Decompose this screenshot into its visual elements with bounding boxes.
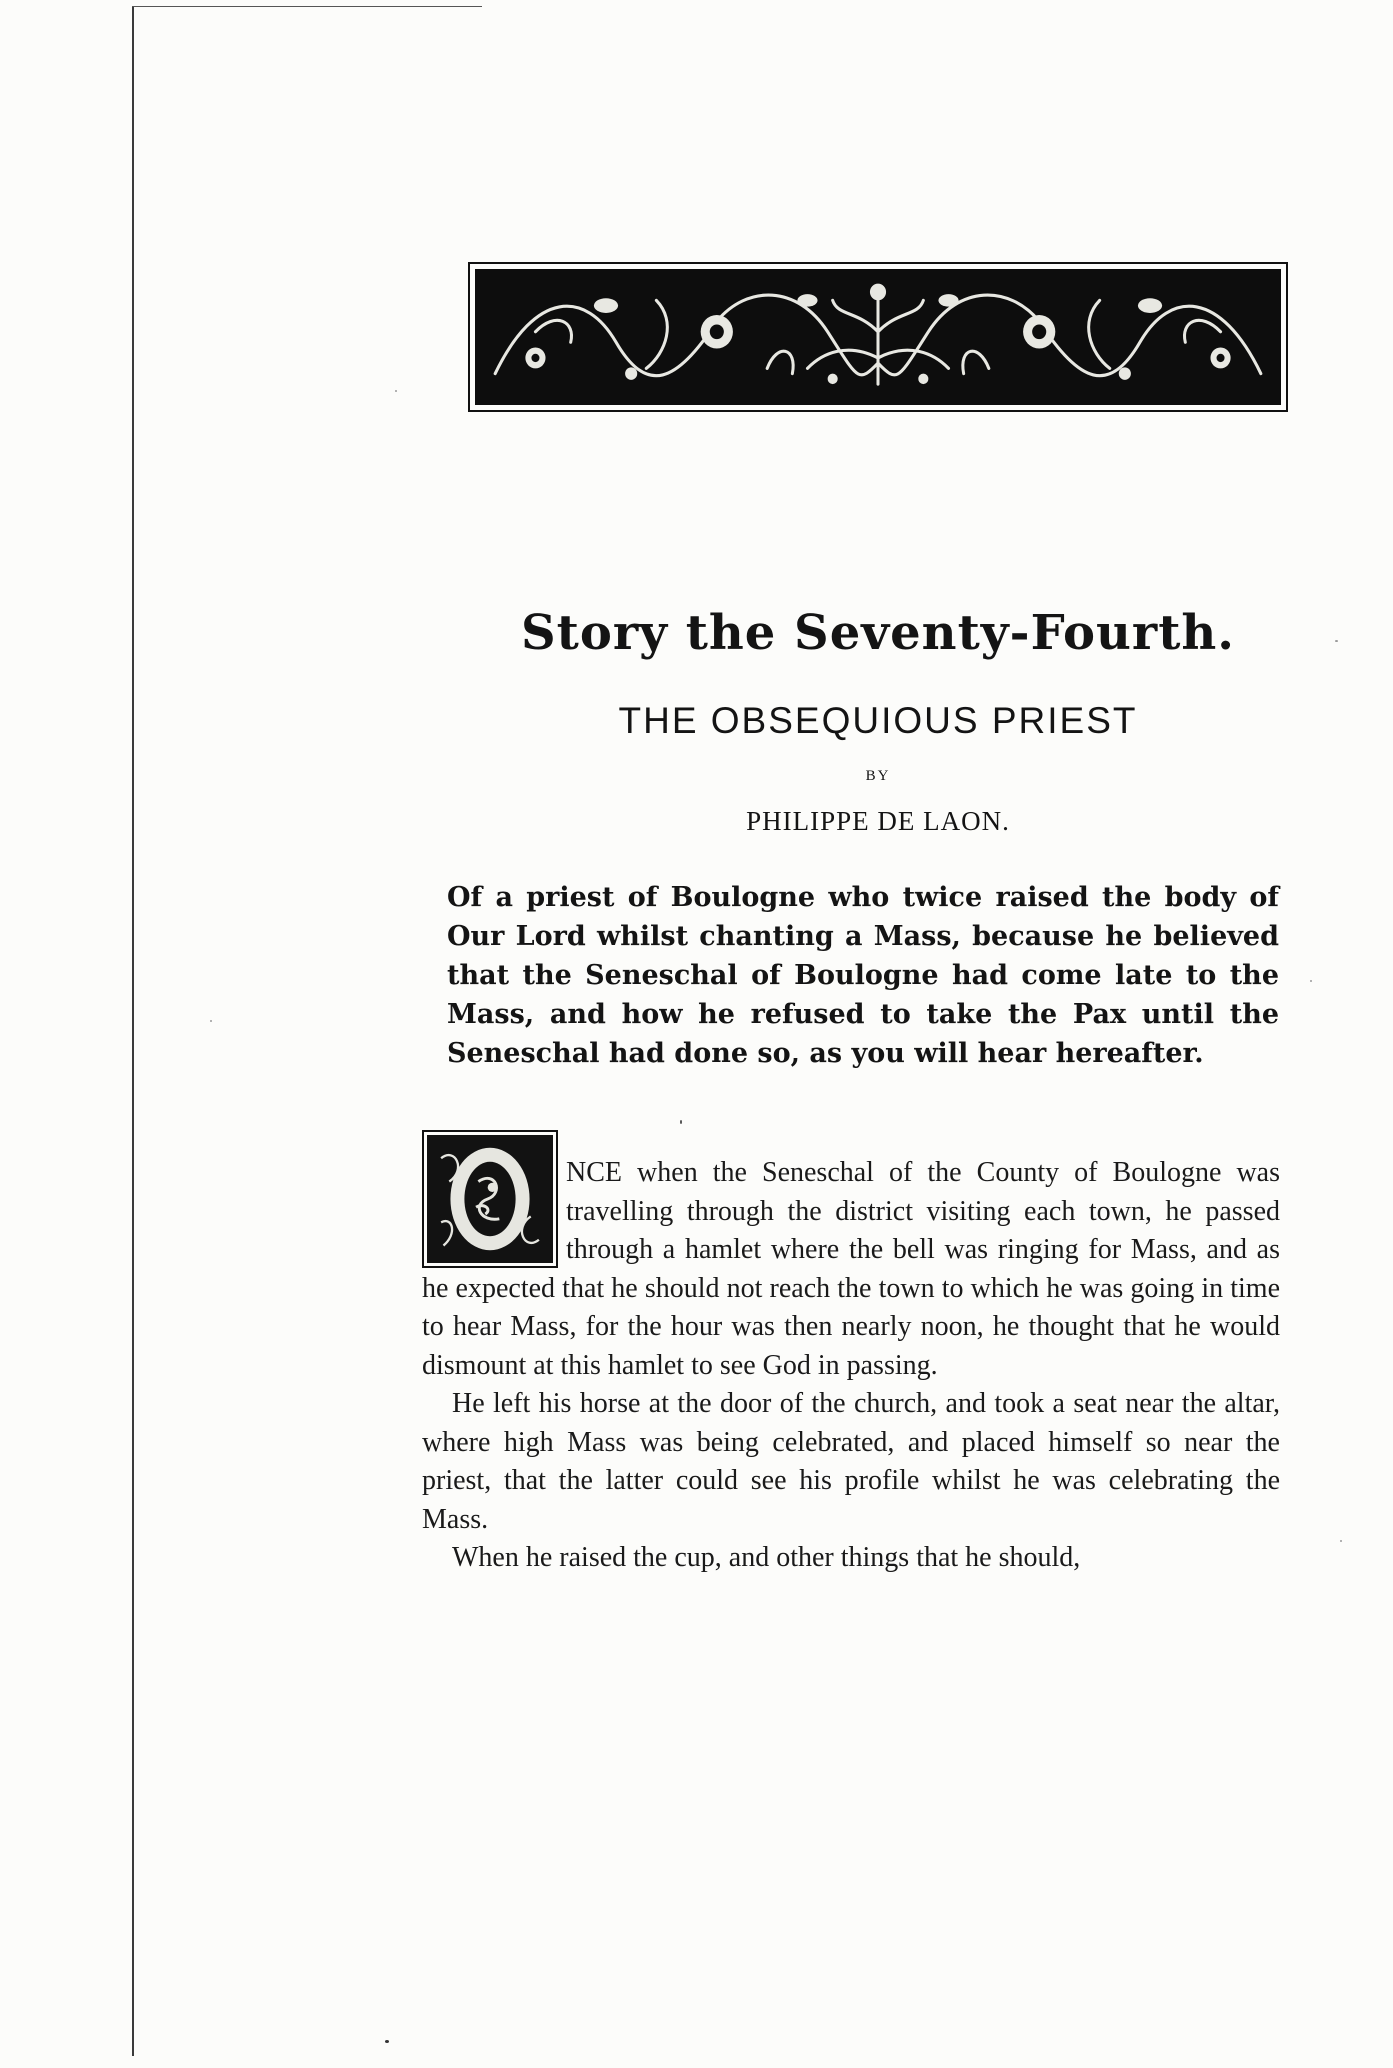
story-heading: Story the Seventy-Fourth. bbox=[520, 605, 1235, 661]
paragraph-3: When he raised the cup, and other things that he should, bbox=[452, 1542, 1081, 1573]
paragraph-2: He left his horse at the door of the church, and took a seat near the altar, where high Mass was being celebrated, and placed himself so near the priest, that the latter could see his profile whilst he was celebrating the Mass. bbox=[422, 1388, 1280, 1535]
binding-gutter-line bbox=[132, 6, 134, 2056]
illuminated-initial-o bbox=[427, 1135, 553, 1263]
paper-speck bbox=[210, 1020, 212, 1022]
paper-speck bbox=[1340, 1540, 1342, 1542]
drop-cap bbox=[422, 1130, 558, 1268]
paragraph-1-text: NCE when the Seneschal of the County of Boulogne was travelling through the district visiting each town, he passed through a hamlet where the bell was ringing for Mass, and as he expected that he should not reach the town to which he was going in time to hear Mass, for the hour was then nearly noon, he thought that he would dismount at this hamlet to see God in passing. bbox=[422, 1157, 1280, 1381]
paper-speck bbox=[1335, 640, 1338, 642]
ornamental-headpiece bbox=[468, 262, 1288, 412]
byline-label: BY bbox=[865, 768, 891, 784]
story-summary: Of a priest of Boulogne who twice raised the body of Our Lord whilst chanting a Mass, because he believed that the Seneschal of Boulogne had come late to the Mass, and how he refused to take the Pax until the Seneschal had done so, as you will hear hereafter. bbox=[447, 882, 1279, 1069]
story-body bbox=[422, 1154, 1280, 1578]
paper-speck bbox=[680, 1120, 682, 1124]
paper-speck bbox=[1310, 980, 1312, 982]
story-title: THE OBSEQUIOUS PRIEST bbox=[618, 700, 1138, 741]
paper-speck bbox=[385, 2040, 389, 2043]
page-top-rule bbox=[132, 6, 482, 7]
paragraph-1 bbox=[422, 1154, 1280, 1385]
floral-scroll-ornament bbox=[475, 269, 1281, 405]
paper-speck bbox=[395, 390, 397, 392]
author-name: PHILIPPE DE LAON. bbox=[746, 806, 1010, 836]
